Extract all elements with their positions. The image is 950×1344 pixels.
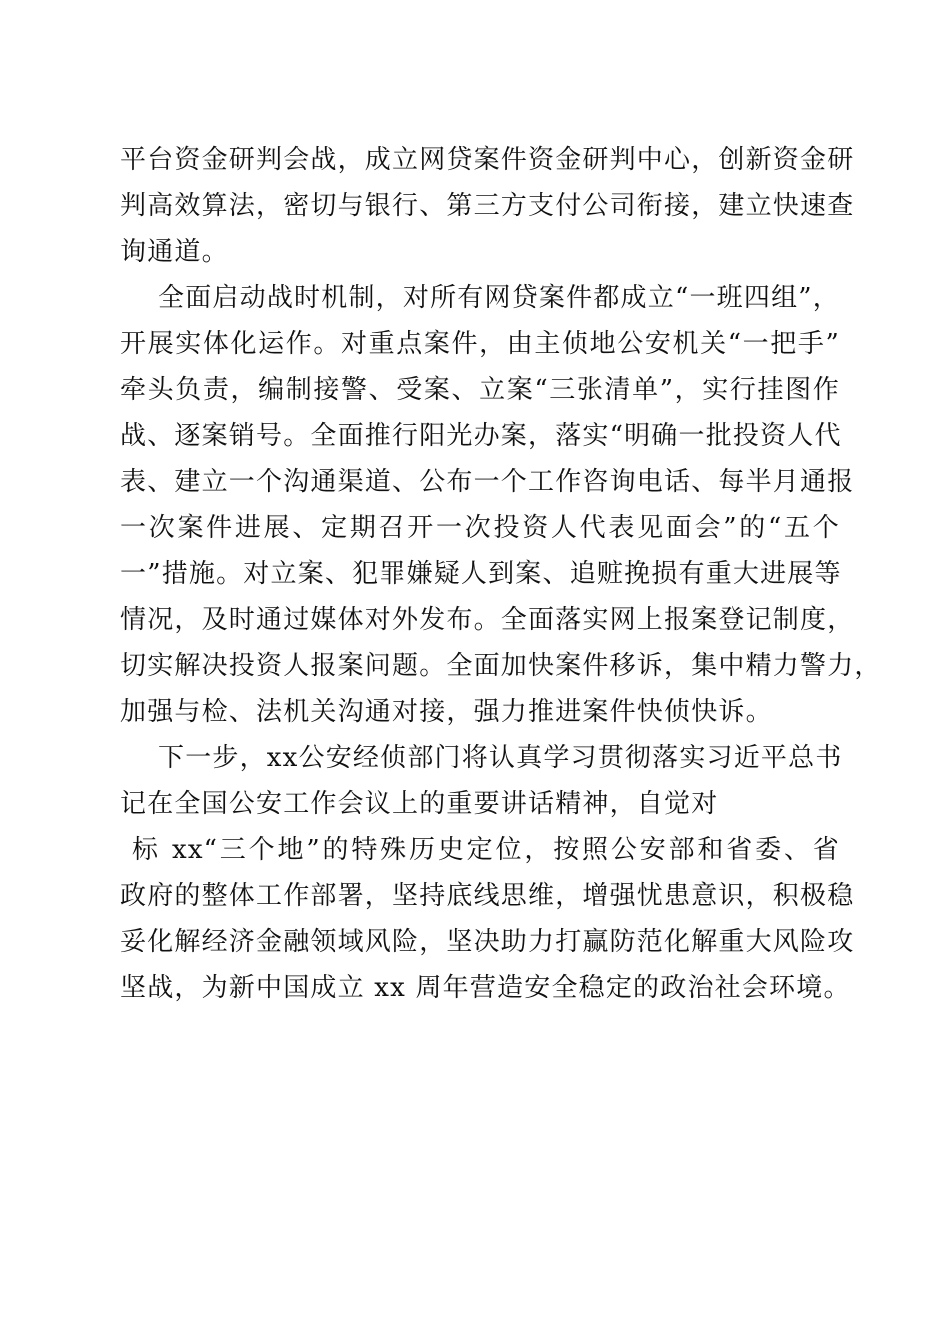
text-line: 坚战，为新中国成立 xx 周年营造安全稳定的政治社会环境。 (120, 973, 851, 1003)
text-line: 一次案件进展、定期召开一次投资人代表见面会”的“五个 (120, 513, 840, 543)
text-line: 开展实体化运作。对重点案件，由主侦地公安机关“一把手” (120, 329, 840, 359)
text-line: 标 xx“三个地”的特殊历史定位，按照公安部和省委、省 (132, 835, 840, 865)
text-line: 全面启动战时机制，对所有网贷案件都成立“一班四组”， (158, 283, 840, 313)
text-line: 妥化解经济金融领域风险，坚决助力打赢防范化解重大风险攻 (120, 927, 855, 957)
text-line: 情况，及时通过媒体对外发布。全面落实网上报案登记制度， (120, 605, 855, 635)
text-line: 表、建立一个沟通渠道、公布一个工作咨询电话、每半月通报 (120, 467, 855, 497)
text-line: 记在全国公安工作会议上的重要讲话精神，自觉对 (120, 789, 719, 819)
text-line: 切实解决投资人报案问题。全面加快案件移诉，集中精力警力， (120, 651, 882, 681)
text-line: 判高效算法，密切与银行、第三方支付公司衔接，建立快速查 (120, 191, 855, 221)
text-line: 平台资金研判会战，成立网贷案件资金研判中心，创新资金研 (120, 145, 855, 175)
text-line: 一”措施。对立案、犯罪嫌疑人到案、追赃挽损有重大进展等 (120, 559, 842, 589)
text-line: 政府的整体工作部署，坚持底线思维，增强忧患意识，积极稳 (120, 881, 855, 911)
text-line: 牵头负责，编制接警、受案、立案“三张清单”，实行挂图作 (120, 375, 840, 405)
text-line: 战、逐案销号。全面推行阳光办案，落实“明确一批投资人代 (120, 421, 842, 451)
text-line: 加强与检、法机关沟通对接，强力推进案件快侦快诉。 (120, 697, 773, 727)
text-line: 下一步，xx公安经侦部门将认真学习贯彻落实习近平总书 (158, 743, 843, 773)
text-line: 询通道。 (120, 237, 229, 267)
